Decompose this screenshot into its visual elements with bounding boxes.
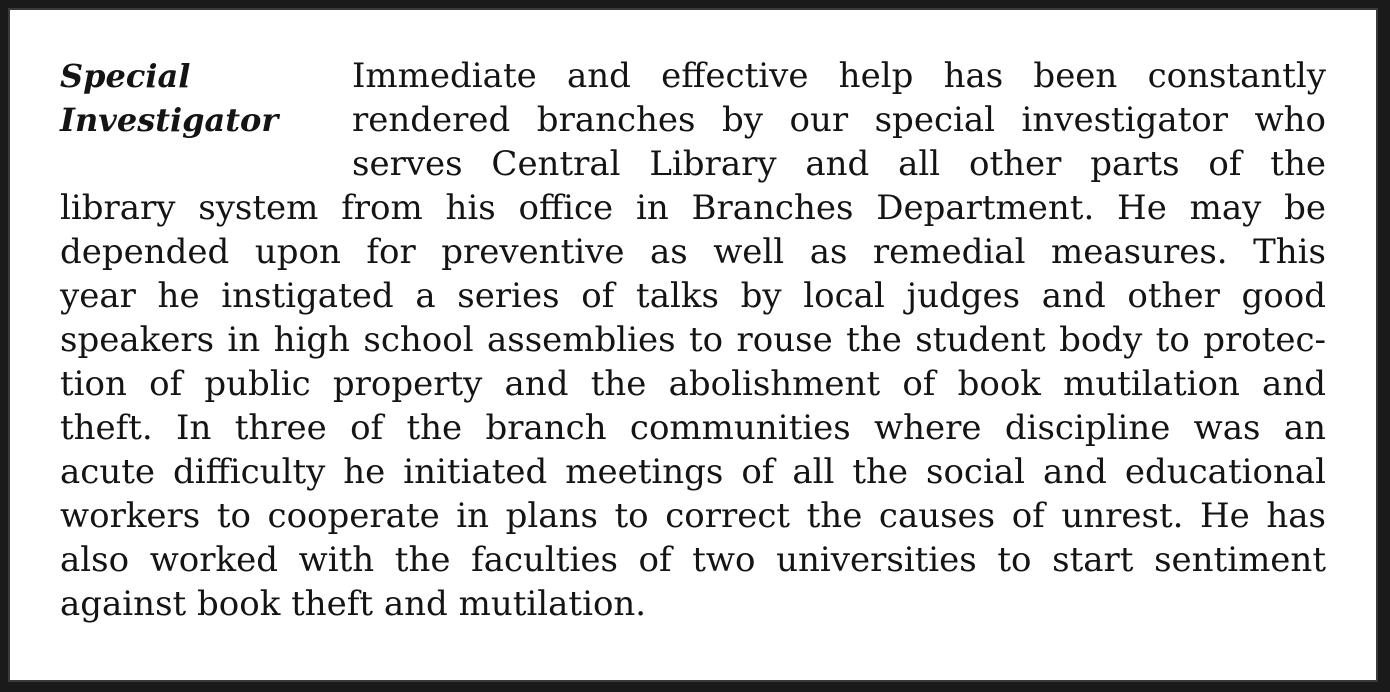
side-heading-line-1: Special — [60, 57, 191, 95]
paragraph-line-7: speakers in high school assemblies to rouse the student body to protec- — [60, 320, 1326, 360]
paragraph-line-5: depended upon for preventive as well as remedial measures. This — [60, 232, 1326, 272]
paragraph-line-13: against book theft and mutilation. — [60, 584, 647, 624]
paragraph-line-6: year he instigated a series of talks by local judges and other good — [60, 276, 1326, 316]
paragraph-line-3: serves Central Library and all other parts of the — [352, 144, 1326, 184]
scanned-page — [10, 10, 1376, 680]
side-heading — [60, 54, 278, 142]
paragraph-line-12: also worked with the faculties of two universities to start sentiment — [60, 540, 1326, 580]
paragraph-line-8: tion of public property and the abolishment of book mutilation and — [60, 364, 1326, 404]
paragraph-line-1: Immediate and effective help has been constantly — [352, 56, 1326, 96]
paragraph-line-10: acute difficulty he initiated meetings of all the social and educational — [60, 452, 1326, 492]
paragraph-line-11: workers to cooperate in plans to correct the causes of unrest. He has — [60, 496, 1326, 536]
paragraph-line-2: rendered branches by our special investigator who — [352, 100, 1326, 140]
paragraph-line-4: library system from his office in Branches Department. He may be — [60, 188, 1326, 228]
paragraph-line-9: theft. In three of the branch communities where discipline was an — [60, 408, 1326, 448]
side-heading-line-2: Investigator — [60, 101, 279, 139]
